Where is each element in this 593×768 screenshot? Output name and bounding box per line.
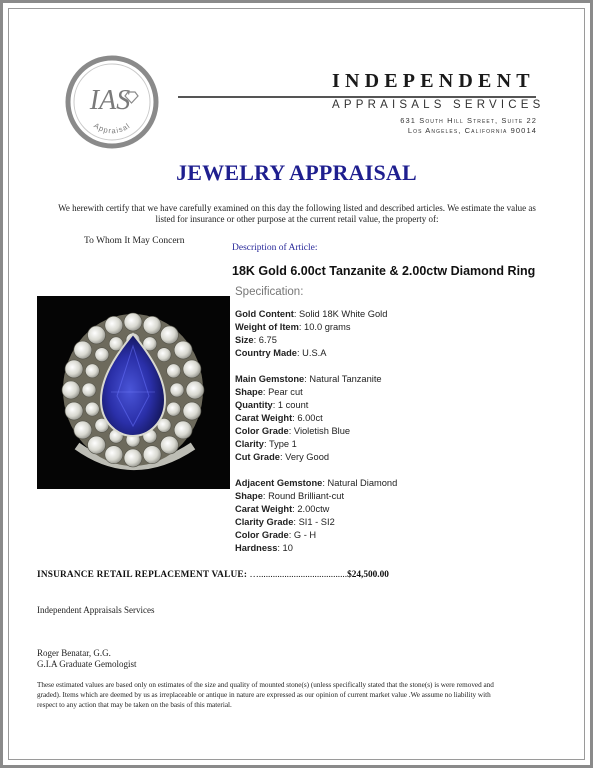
recipient: To Whom It May Concern [84,236,185,246]
diamond-stone [174,341,192,359]
spec-label: Carat Weight [235,504,293,514]
diamond-stone [183,402,201,420]
spec-row-adjacent-hardness: Hardness: 10 [235,543,293,553]
diamond-stone [170,383,184,397]
spec-label: Shape [235,491,263,501]
spec-label: Hardness [235,543,278,553]
document-title: JEWELRY APPRAISAL [176,160,417,185]
diamond-stone [85,364,99,378]
diamond-stone [186,381,204,399]
spec-label: Carat Weight [235,413,293,423]
diamond-stone [105,446,123,464]
spec-label: Clarity [235,439,264,449]
spec-row-adjacent-shape: Shape: Round Brilliant-cut [235,491,345,501]
spec-label: Color Grade [235,530,289,540]
spec-row-country: Country Made: U.S.A [235,348,327,358]
diamond-stone [160,436,178,454]
company-subtitle: APPRAISALS SERVICES [332,99,545,111]
spec-label: Main Gemstone [235,374,305,384]
diamond-stone [183,360,201,378]
disclaimer-text: These estimated values are based only on estimates of the size and quality of mounted stone(s) (unless specifically stated that the stone(s) is were removed and graded). Items which are deemed by us as irreplaceable or antique in nature are expressed as our opinion of current market value .We assume no liability with respect to any action that may be taken on the basis of this material. [37,681,494,709]
spec-row-size: Size: 6.75 [235,335,277,345]
spec-row-main-carat: Carat Weight: 6.00ct [235,413,323,423]
diamond-stone [85,402,99,416]
item-specifications [235,308,397,555]
spec-value: Round Brilliant-cut [268,491,345,501]
insurance-dot-leader: …...................................... [249,570,348,580]
spec-value: Solid 18K White Gold [299,309,388,319]
specification-label: Specification: [235,286,304,298]
diamond-stone [160,326,178,344]
spec-value: Pear cut [268,387,303,397]
svg-text:Appraisal [92,121,132,135]
spec-label: Clarity Grade [235,517,294,527]
spec-row-adjacent-gemstone: Adjacent Gemstone: Natural Diamond [235,478,398,488]
company-address-line1: 631 South Hill Street, Suite 22 [400,116,537,125]
diamond-stone [74,341,92,359]
diamond-stone [62,381,80,399]
diamond-stone [167,364,181,378]
header-divider [178,96,536,98]
spec-row-main-clarity: Clarity: Type 1 [235,439,297,449]
spec-value: Natural Tanzanite [309,374,382,384]
spec-label: Adjacent Gemstone [235,478,323,488]
diamond-stone [74,421,92,439]
spec-row-main-cut: Cut Grade: Very Good [235,452,330,462]
company-name: INDEPENDENT [332,70,535,92]
diamond-stone [143,446,161,464]
spec-row-gold-content: Gold Content: Solid 18K White Gold [235,309,388,319]
diamond-stone [105,316,123,334]
appraiser-title: G.I.A Graduate Gemologist [37,659,137,669]
spec-label: Size [235,335,254,345]
spec-value: 1 count [277,400,309,410]
company-address-line2: Los Angeles, California 90014 [407,126,537,135]
ring-photo [37,296,230,489]
spec-row-adjacent-carat: Carat Weight: 2.00ctw [235,504,330,514]
spec-value: 6.75 [258,335,277,345]
spec-value: 6.00ct [297,413,323,423]
signature-company: Independent Appraisals Services [37,605,155,615]
spec-value: Natural Diamond [327,478,398,488]
spec-label: Weight of Item [235,322,299,332]
ias-logo [64,54,160,150]
diamond-stone [124,313,142,331]
spec-value: U.S.A [302,348,327,358]
diamond-stone [88,326,106,344]
spec-value: G - H [293,530,317,540]
spec-value: 10 [282,543,293,553]
spec-row-weight: Weight of Item: 10.0 grams [235,322,351,332]
diamond-stone [65,402,83,420]
logo-letters: IAS [89,85,131,116]
spec-row-main-color: Color Grade: Violetish Blue [235,426,351,436]
insurance-value-label: INSURANCE RETAIL REPLACEMENT VALUE: [37,570,248,580]
spec-label: Color Grade [235,426,289,436]
diamond-stone [82,383,96,397]
spec-label: Shape [235,387,263,397]
spec-row-adjacent-clarity: Clarity Grade: SI1 - SI2 [235,517,335,527]
spec-value: Very Good [285,452,330,462]
description-label: Description of Article: [232,243,318,253]
appraiser-name: Roger Benatar, G.G. [37,648,111,658]
spec-label: Quantity [235,400,273,410]
insurance-value-line [37,570,389,580]
certification-text: We herewith certify that we have carefully examined on this day the following listed and described articles. We estimate the value as listed for insurance or other purpose at the current retail value, the property of: [58,203,536,224]
spec-label: Gold Content [235,309,294,319]
diamond-stone [88,436,106,454]
diamond-stone [143,316,161,334]
spec-label: Cut Grade [235,452,280,462]
spec-value: SI1 - SI2 [298,517,335,527]
logo-caption: Appraisal [92,120,132,136]
spec-label: Country Made [235,348,297,358]
diamond-stone [157,348,171,362]
spec-value: 10.0 grams [304,322,351,332]
diamond-stone [95,348,109,362]
spec-value: 2.00ctw [297,504,330,514]
diamond-stone [124,449,142,467]
spec-row-main-quantity: Quantity: 1 count [235,400,309,410]
spec-value: Type 1 [268,439,297,449]
insurance-value-amount: $24,500.00 [347,570,389,580]
item-title: 18K Gold 6.00ct Tanzanite & 2.00ctw Diamond Ring [232,264,536,278]
diamond-stone [174,421,192,439]
spec-row-main-shape: Shape: Pear cut [235,387,303,397]
diamond-stone [167,402,181,416]
diamond-stone [65,360,83,378]
spec-row-main-gemstone: Main Gemstone: Natural Tanzanite [235,374,382,384]
spec-row-adjacent-color: Color Grade: G - H [235,530,317,540]
spec-value: Violetish Blue [293,426,351,436]
